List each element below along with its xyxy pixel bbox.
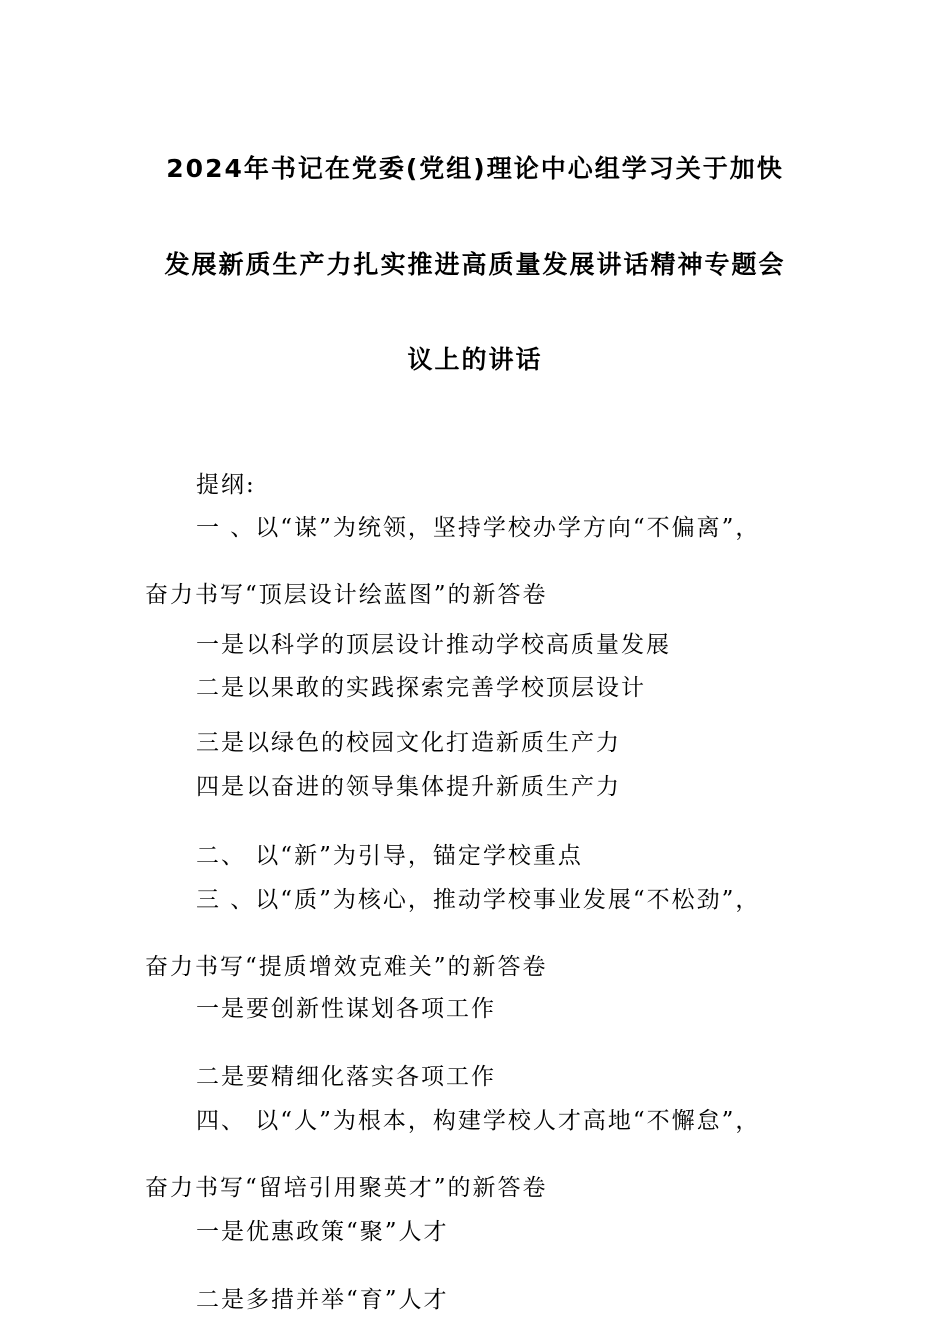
outline-item: 一是要创新性谋划各项工作 bbox=[196, 996, 496, 1022]
outline-heading-4: 四、 以“人”为根本，构建学校人才高地“不懈怠”， bbox=[196, 1108, 761, 1134]
outline-item: 四是以奋进的领导集体提升新质生产力 bbox=[196, 774, 621, 800]
outline-heading-1-continued: 奋力书写“顶层设计绘蓝图”的新答卷 bbox=[145, 582, 548, 608]
outline-label: 提纲: bbox=[196, 472, 256, 498]
outline-item: 一是以科学的顶层设计推动学校高质量发展 bbox=[196, 632, 671, 658]
outline-heading-4-continued: 奋力书写“留培引用聚英才”的新答卷 bbox=[145, 1175, 548, 1201]
document-title-line-2: 发展新质生产力扎实推进高质量发展讲话精神专题会 bbox=[164, 250, 786, 279]
outline-heading-3-continued: 奋力书写“提质增效克难关”的新答卷 bbox=[145, 954, 548, 980]
outline-item: 二是要精细化落实各项工作 bbox=[196, 1064, 496, 1090]
outline-heading-3: 三 、以“质”为核心，推动学校事业发展“不松劲”， bbox=[196, 887, 761, 913]
document-title-line-3: 议上的讲话 bbox=[407, 345, 543, 374]
outline-item: 一是优惠政策“聚”人才 bbox=[196, 1219, 449, 1245]
document-title-line-1: 2024年书记在党委(党组)理论中心组学习关于加快 bbox=[166, 154, 784, 183]
outline-heading-1: 一 、以“谋”为统领，坚持学校办学方向“不偏离”， bbox=[196, 515, 761, 541]
outline-item: 三是以绿色的校园文化打造新质生产力 bbox=[196, 730, 621, 756]
outline-heading-2: 二、 以“新”为引导，锚定学校重点 bbox=[196, 843, 583, 869]
outline-item: 二是多措并举“育”人才 bbox=[196, 1287, 449, 1313]
outline-item: 二是以果敢的实践探索完善学校顶层设计 bbox=[196, 675, 646, 701]
